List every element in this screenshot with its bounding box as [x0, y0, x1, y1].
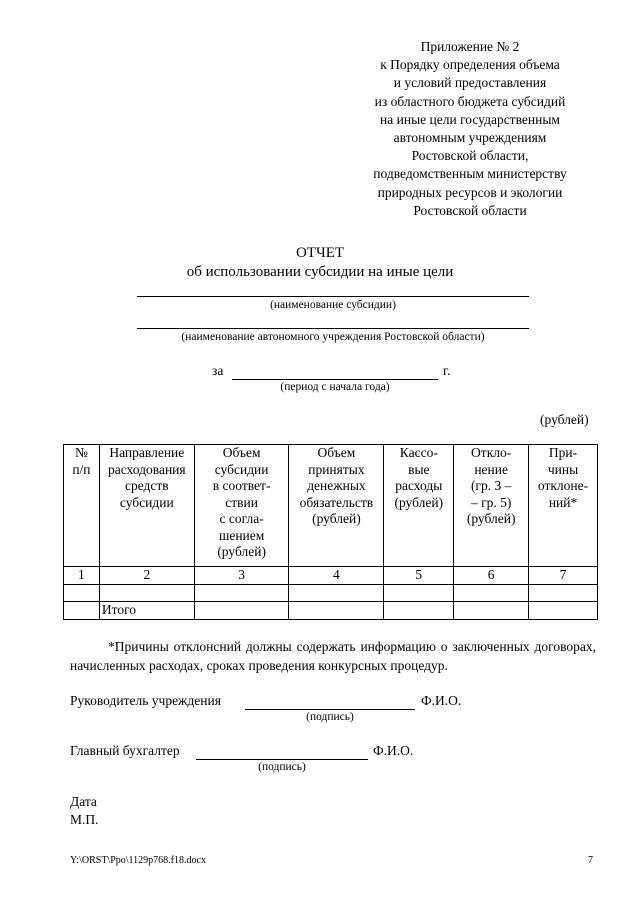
stamp-label: М.П.: [70, 812, 99, 827]
table-cell: [99, 584, 194, 601]
accountant-signature-caption: (подпись): [258, 761, 306, 773]
table-cell: [384, 601, 454, 619]
date-label: Дата: [70, 794, 97, 809]
head-signature-caption: (подпись): [306, 711, 354, 723]
table-cell: [64, 601, 100, 619]
period-caption: (период с начала года): [280, 381, 390, 393]
appendix-line: Приложение № 2: [420, 39, 520, 54]
header-cell-cash-expenses: Кассо- вые расходы (рублей): [384, 445, 454, 567]
accountant-name: Ф.И.О.: [373, 743, 414, 758]
column-number: 5: [384, 567, 454, 585]
head-signature-line: [245, 709, 415, 710]
header-cell-number: № п/п: [64, 445, 100, 567]
appendix-line: на иные цели государственным: [380, 111, 560, 127]
table-cell: [289, 601, 384, 619]
report-subtitle: об использовании субсидии на иные цели: [186, 264, 454, 280]
table-cell: [529, 584, 598, 601]
header-cell-deviation: Откло- нение (гр. 3 – – гр. 5) (рублей): [454, 445, 529, 567]
column-number: 6: [454, 567, 529, 585]
period-suffix: г.: [443, 363, 451, 378]
header-cell-reasons: При- чины отклоне- ний*: [529, 445, 598, 567]
column-number: 7: [529, 567, 598, 585]
units-label: (рублей): [540, 412, 589, 427]
table-cell: [529, 601, 598, 619]
appendix-line: автономным учреждениям: [393, 130, 547, 146]
footer-path: Y:\ORST\Ppo\1129p768.f18.docx: [70, 855, 206, 866]
appendix-line: Ростовской области,: [411, 148, 529, 164]
table-cell: [194, 584, 289, 601]
header-cell-subsidy-volume: Объем субсидии в соответ- ствии с согла- шением (рублей): [194, 445, 289, 567]
subsidy-name-caption: (наименование субсидии): [270, 299, 396, 311]
report-title: ОТЧЕТ: [295, 245, 345, 261]
table-cell: [194, 601, 289, 619]
period-line: [232, 379, 438, 380]
accountant-label: Главный бухгалтер: [70, 743, 180, 758]
total-row: [64, 601, 598, 619]
table-row: [64, 584, 598, 601]
appendix-line: и условий предоставления: [393, 75, 547, 91]
column-number: 1: [64, 567, 100, 585]
column-number: 4: [289, 567, 384, 585]
period-prefix: за: [212, 363, 224, 378]
total-label: Итого: [99, 601, 194, 619]
head-name: Ф.И.О.: [421, 693, 462, 708]
institution-name-line: [137, 328, 529, 329]
appendix-line: подведомственным министерству: [373, 166, 567, 182]
appendix-line: из областного бюджета субсидий: [374, 93, 566, 109]
appendix-line: природных ресурсов и экологии: [377, 184, 563, 200]
header-cell-direction: Направление расходования средств субсидии: [99, 445, 194, 567]
table-header-row: [64, 445, 598, 567]
table-cell: [454, 601, 529, 619]
footnote-text: *Причины отклонсний должны содержать информацию о заключенных договорах, начисленных расходах, сроках проведения конкурсных процедур.: [70, 639, 596, 673]
table-cell: [64, 584, 100, 601]
appendix-line: Ростовской области: [413, 202, 527, 218]
page-number: 7: [588, 855, 593, 866]
appendix-line: к Порядку определения объема: [380, 57, 560, 73]
appendix-block: [355, 38, 585, 220]
column-number: 2: [99, 567, 194, 585]
column-number: 3: [194, 567, 289, 585]
table-cell: [289, 584, 384, 601]
institution-name-caption: (наименование автономного учреждения Ростовской области): [181, 331, 485, 343]
head-label: Руководитель учреждения: [70, 693, 221, 708]
subsidy-name-line: [137, 296, 529, 297]
header-cell-obligations: Объем принятых денежных обязательств (рублей): [289, 445, 384, 567]
table-cell: [384, 584, 454, 601]
table-cell: [454, 584, 529, 601]
report-table: [63, 444, 598, 620]
accountant-signature-line: [196, 759, 368, 760]
column-number-row: [64, 567, 598, 585]
